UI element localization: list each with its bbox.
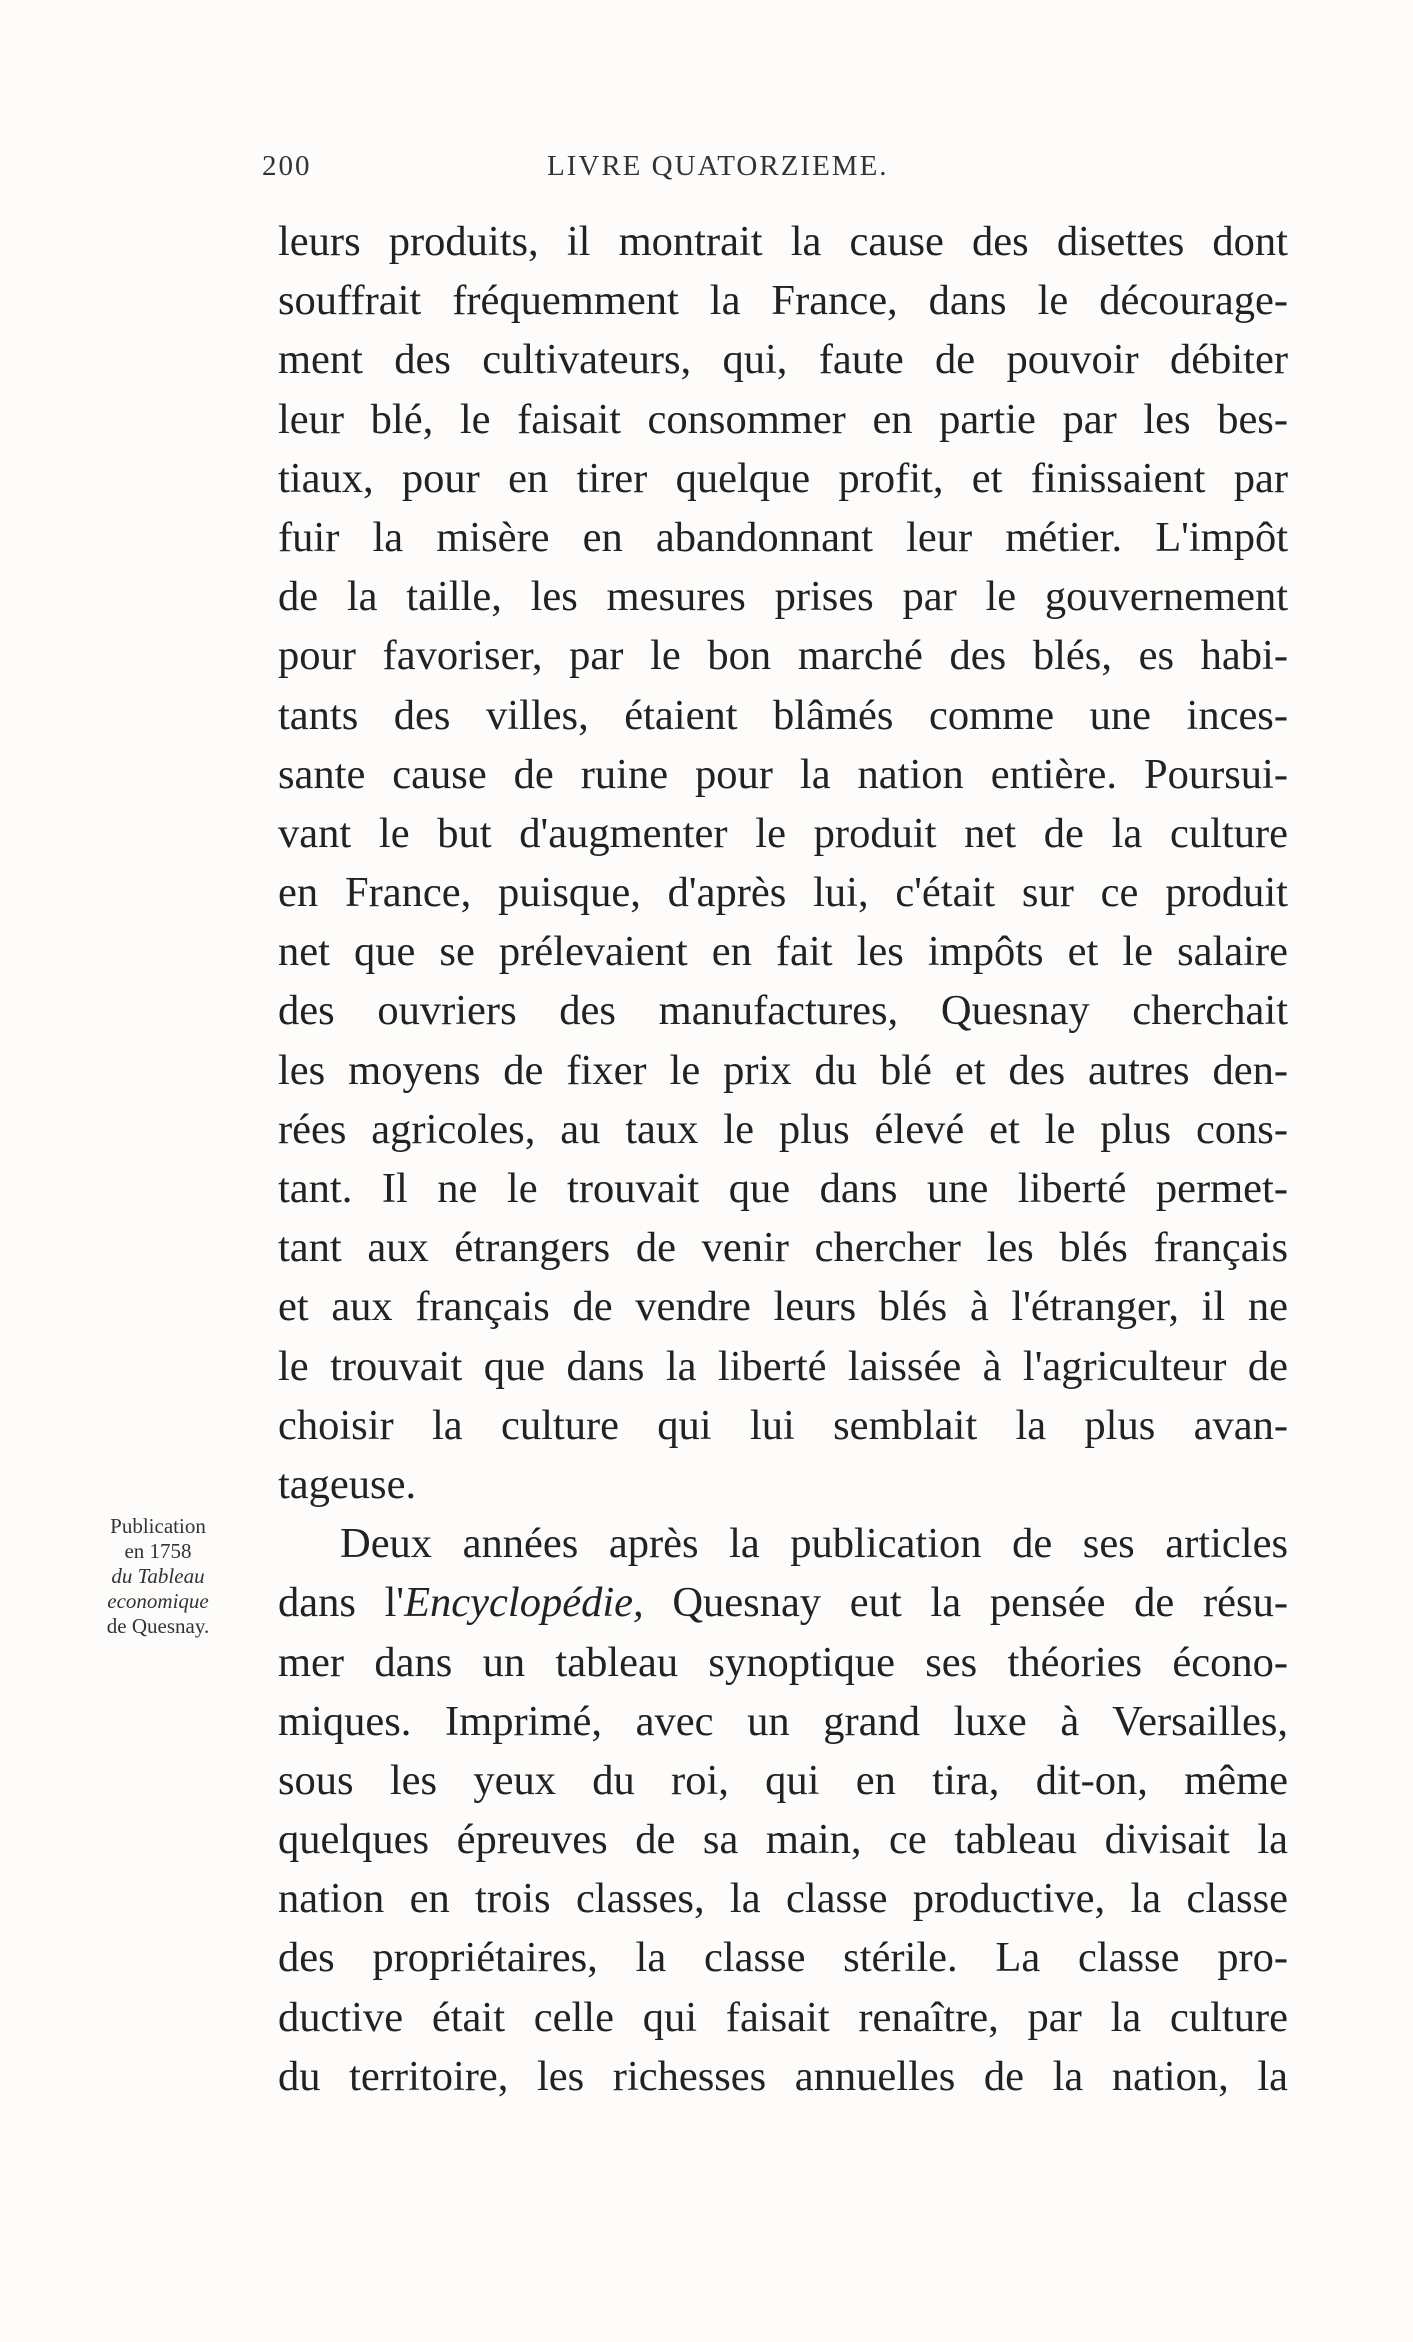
text-line: mer dans un tableau synoptique ses théories écono- [278,1638,1288,1686]
page-number: 200 [262,150,312,182]
italic-title: Encyclopédie, [404,1579,644,1627]
text-line: tageuse. [278,1460,417,1508]
running-title: LIVRE QUATORZIEME. [547,150,889,182]
text-line: pour favoriser, par le bon marché des blés, es habi- [278,632,1288,680]
running-head [262,150,1302,190]
body-text [278,212,1288,2106]
text-line: des propriétaires, la classe stérile. La classe pro- [278,1934,1288,1982]
text-line: choisir la culture qui lui semblait la plus avan- [278,1401,1288,1449]
text-line: miques. Imprimé, avec un grand luxe à Versailles, [278,1697,1288,1745]
text-line: net que se prélevaient en fait les impôts et le salaire [278,928,1288,976]
text-span: Quesnay eut la pensée de résu- [643,1579,1288,1627]
text-line: de la taille, les mesures prises par le gouvernement [278,573,1288,621]
text-line: ductive était celle qui faisait renaître, par la culture [278,1993,1288,2041]
margin-note-line: du Tableau [111,1564,205,1588]
text-line: nation en trois classes, la classe productive, la classe [278,1875,1288,1923]
text-line: sante cause de ruine pour la nation entière. Poursui- [278,750,1288,798]
text-line: le trouvait que dans la liberté laissée à l'agriculteur de [278,1342,1288,1390]
text-line: Deux années après la publication de ses articles [340,1520,1288,1568]
margin-note-line: economique [107,1589,209,1613]
text-line: tant aux étrangers de venir chercher les blés français [278,1224,1288,1272]
margin-note [58,1514,258,1639]
text-line: leurs produits, il montrait la cause des disettes dont [278,218,1288,265]
text-line: quelques épreuves de sa main, ce tableau divisait la [278,1816,1288,1864]
text-line [278,1573,1288,1632]
text-line: ment des cultivateurs, qui, faute de pouvoir débiter [278,336,1288,384]
text-line: des ouvriers des manufactures, Quesnay cherchait [278,987,1288,1035]
text-span: dans l' [278,1579,405,1627]
text-line: les moyens de fixer le prix du blé et des autres den- [278,1046,1288,1094]
margin-note-line: de Quesnay. [106,1614,210,1638]
text-line: tant. Il ne le trouvait que dans une liberté permet- [278,1165,1288,1212]
text-line: souffrait fréquemment la France, dans le décourage- [278,277,1288,325]
margin-note-line: en 1758 [124,1539,192,1563]
text-line: leur blé, le faisait consommer en partie par les bes- [278,395,1288,443]
text-line: en France, puisque, d'après lui, c'était sur ce produit [278,869,1288,917]
text-line: tiaux, pour en tirer quelque profit, et finissaient par [278,454,1288,502]
text-line: fuir la misère en abandonnant leur métier. L'impôt [278,513,1288,561]
text-line: rées agricoles, au taux le plus élevé et le plus cons- [278,1105,1288,1153]
text-line: vant le but d'augmenter le produit net de la culture [278,809,1288,857]
text-line: sous les yeux du roi, qui en tira, dit-on, même [278,1756,1288,1804]
text-line: tants des villes, étaient blâmés comme une inces- [278,691,1288,739]
margin-note-line: Publication [110,1514,206,1538]
text-line: et aux français de vendre leurs blés à l'étranger, il ne [278,1283,1288,1331]
text-line: du territoire, les richesses annuelles de la nation, la [278,2052,1288,2100]
